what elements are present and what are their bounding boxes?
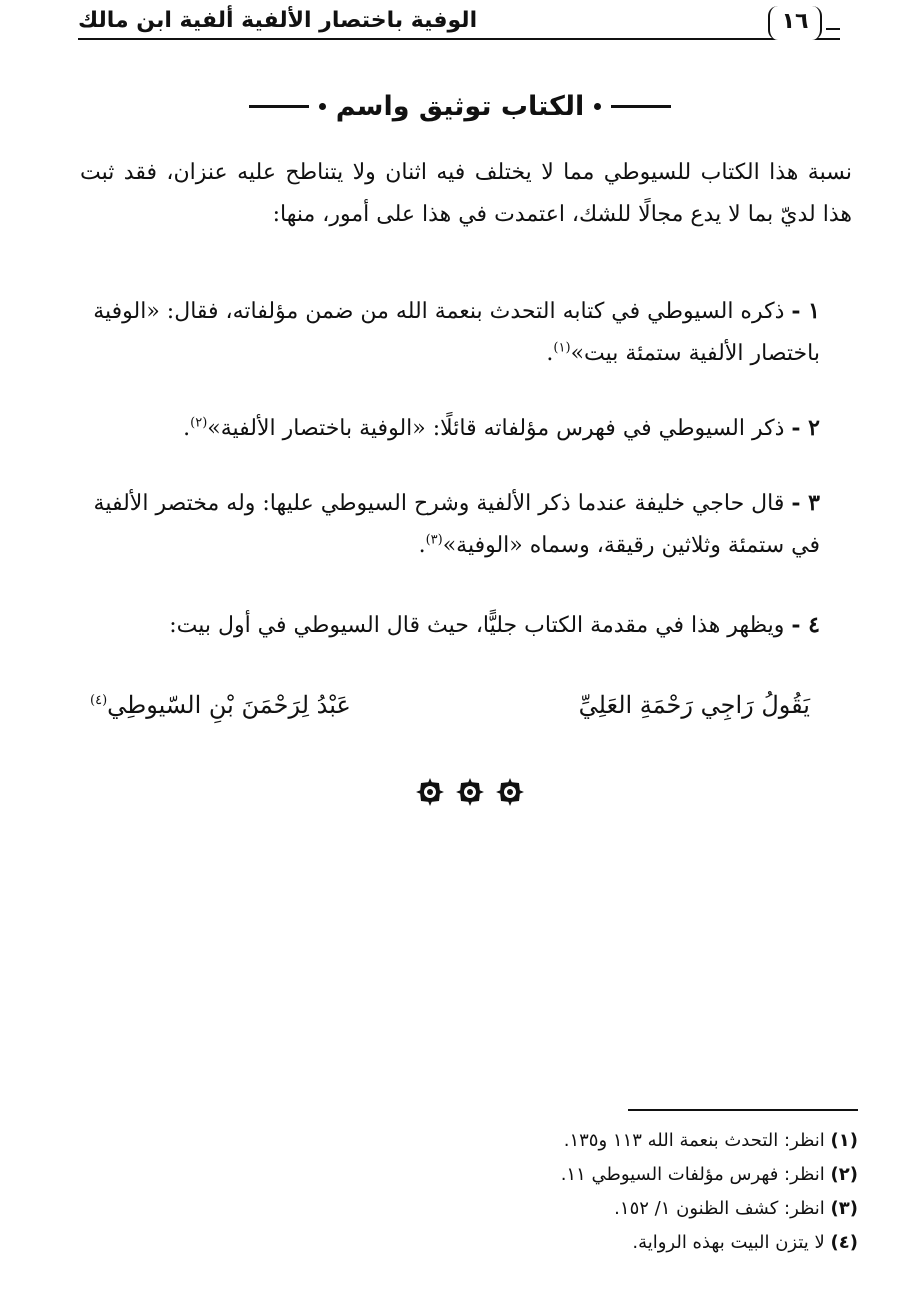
footnote-2	[400, 1158, 858, 1192]
intro-paragraph: نسبة هذا الكتاب للسيوطي مما لا يختلف فيه اثنان ولا يتناطح عليه عنزان، فقد ثبت هذا لديّ بما لا يدع مجالًا للشك، اعتمدت في هذا على أمور، منها:	[80, 160, 852, 227]
footnote-3	[400, 1192, 858, 1226]
item-end: .	[183, 416, 191, 441]
verse-second-text: عَبْدُ لِرَحْمَنَ بْنِ السّيوطِي	[107, 691, 351, 719]
item-number: ٢ -	[791, 415, 820, 441]
item-text: ويظهر هذا في مقدمة الكتاب جليًّا، حيث قال السيوطي في أول بيت:	[169, 613, 785, 638]
item-number: ٤ -	[791, 612, 820, 638]
footnotes	[400, 1124, 858, 1260]
footnote-4	[400, 1226, 858, 1260]
item-end: .	[546, 341, 554, 366]
list-item-4	[80, 604, 820, 647]
section-heading	[240, 86, 680, 126]
item-number: ٣ -	[791, 490, 820, 516]
footnote-text: انظر: التحدث بنعمة الله ١١٣ و١٣٥.	[563, 1130, 825, 1151]
running-header	[78, 0, 840, 40]
header-rule	[78, 38, 840, 40]
footnote-text: لا يتزن البيت بهذه الرواية.	[632, 1232, 825, 1253]
section-title: الكتاب توثيق واسم	[335, 90, 585, 122]
footnote-number: (٣)	[830, 1198, 858, 1219]
footnote-ref[interactable]: (٢)	[190, 415, 208, 431]
footnote-number: (٢)	[830, 1164, 858, 1185]
verse-second-hemistich	[90, 683, 351, 727]
footnote-ref[interactable]: (٤)	[90, 693, 108, 708]
list-item-1	[80, 290, 820, 375]
flower-ornament-icon	[415, 777, 445, 807]
footnote-ref[interactable]: (٣)	[425, 532, 443, 548]
running-title: الوفية باختصار الألفية ألفية ابن مالك	[78, 8, 478, 33]
verse-first-hemistich: يَقُولُ رَاجِي رَحْمَةِ العَلِيِّ	[578, 691, 810, 719]
page-number: ١٦	[768, 6, 822, 40]
title-rule-right	[611, 105, 671, 108]
item-text: قال حاجي خليفة عندما ذكر الألفية وشرح السيوطي عليها: وله مختصر الألفية في ستمئة وثلاثين رقيقة، وسماه «الوفية»	[93, 491, 820, 558]
footnote-text: انظر: كشف الظنون ١/ ١٥٢.	[614, 1198, 825, 1219]
verse	[90, 683, 810, 727]
list-item-2	[80, 407, 820, 450]
footnote-1	[400, 1124, 858, 1158]
footnote-text: انظر: فهرس مؤلفات السيوطي ١١.	[560, 1164, 825, 1185]
item-text: ذكر السيوطي في فهرس مؤلفاته قائلًا: «الوفية باختصار الألفية»	[207, 416, 785, 441]
footnote-number: (١)	[830, 1130, 858, 1151]
flower-ornament-icon	[495, 777, 525, 807]
item-end: .	[418, 533, 426, 558]
list-item-3	[80, 482, 820, 567]
title-rule-left	[249, 105, 309, 108]
footnote-number: (٤)	[830, 1232, 858, 1253]
footnote-ref[interactable]: (١)	[553, 340, 571, 356]
title-dot-left	[319, 103, 326, 110]
item-text: ذكره السيوطي في كتابه التحدث بنعمة الله من ضمن مؤلفاته، فقال: «الوفية باختصار الألفية ستمئة بيت»	[93, 299, 820, 366]
title-dot-right	[594, 103, 601, 110]
header-tick	[826, 28, 840, 30]
footnote-rule	[628, 1109, 858, 1111]
section-end-ornaments	[415, 772, 525, 812]
item-number: ١ -	[791, 298, 820, 324]
flower-ornament-icon	[455, 777, 485, 807]
